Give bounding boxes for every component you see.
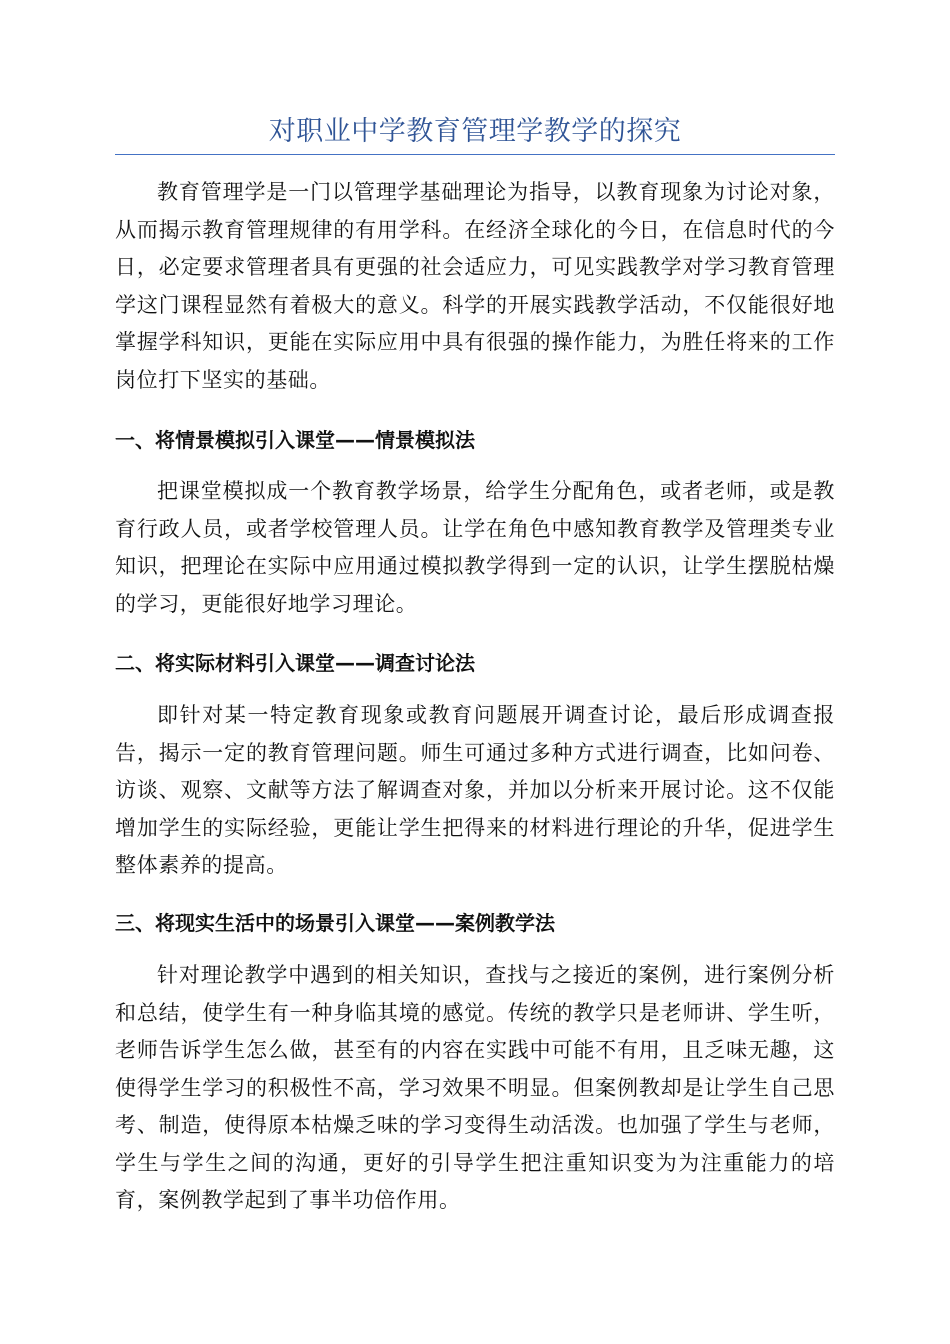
section-1-heading: 一、将情景模拟引入课堂——情景模拟法 (115, 428, 475, 452)
title-underline (115, 154, 835, 155)
document-title: 对职业中学教育管理学教学的探究 (268, 116, 682, 147)
section-3-body: 针对理论教学中遇到的相关知识，查找与之接近的案例，进行案例分析和总结，使学生有一种身临其境的感觉。传统的教学只是老师讲、学生听，老师告诉学生怎么做，甚至有的内容在实践中可能不有用，且乏味无趣，这使得学生学习的积极性不高，学习效果不明显。但案例教却是让学生自己思考、制造，使得原本枯燥乏味的学习变得生动活泼。也加强了学生与老师，学生与学生之间的沟通，更好的引导学生把注重知识变为为注重能力的培育，案例教学起到了事半功倍作用。 (115, 963, 835, 1212)
intro-paragraph: 教育管理学是一门以管理学基础理论为指导，以教育现象为讨论对象，从而揭示教育管理规律的有用学科。在经济全球化的今日，在信息时代的今日，必定要求管理者具有更强的社会适应力，可见实践教学对学习教育管理学这门课程显然有着极大的意义。科学的开展实践教学活动，不仅能很好地掌握学科知识，更能在实际应用中具有很强的操作能力，为胜任将来的工作岗位打下坚实的基础。 (115, 180, 835, 392)
section-3-heading: 三、将现实生活中的场景引入课堂——案例教学法 (115, 911, 555, 935)
section-2-body: 即针对某一特定教育现象或教育问题展开调查讨论，最后形成调查报告，揭示一定的教育管理问题。师生可通过多种方式进行调查，比如问卷、访谈、观察、文献等方法了解调查对象，并加以分析来开展讨论。这不仅能增加学生的实际经验，更能让学生把得来的材料进行理论的升华，促进学生整体素养的提高。 (115, 703, 835, 877)
section-1-body: 把课堂模拟成一个教育教学场景，给学生分配角色，或者老师，或是教育行政人员，或者学校管理人员。让学在角色中感知教育教学及管理类专业知识，把理论在实际中应用通过模拟教学得到一定的认识，让学生摆脱枯燥的学习，更能很好地学习理论。 (115, 479, 835, 616)
section-2-heading: 二、将实际材料引入课堂——调查讨论法 (115, 651, 475, 675)
